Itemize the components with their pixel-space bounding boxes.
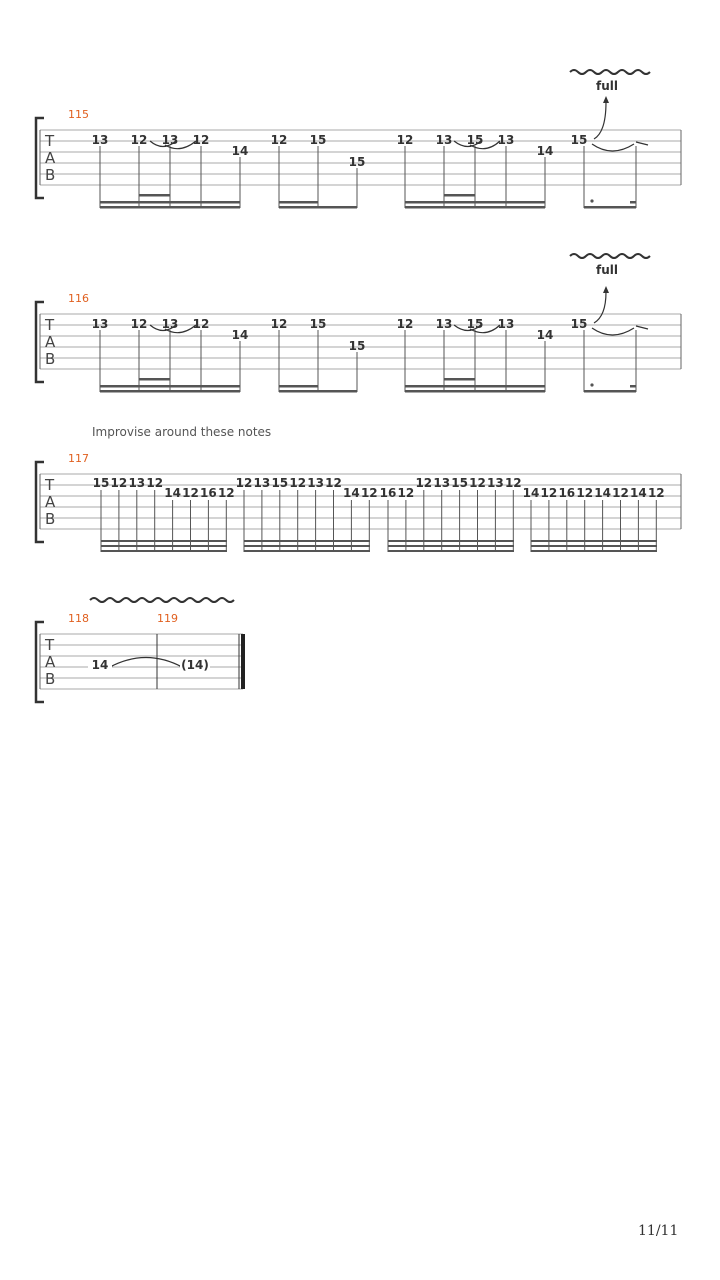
- fret-number: 13: [487, 476, 504, 490]
- fret-number: 13: [91, 133, 109, 147]
- fret-number: 15: [271, 476, 289, 490]
- tab-letter-a: A: [45, 493, 56, 511]
- fret-number: 13: [128, 476, 146, 490]
- fret-number: 14: [231, 328, 249, 342]
- fret-number: 13: [91, 317, 109, 331]
- fret-number: 15: [348, 339, 366, 353]
- tab-letter-t: T: [45, 476, 55, 494]
- fret-number: 13: [253, 476, 271, 490]
- fret-number: 12: [130, 133, 148, 147]
- beams: [100, 378, 636, 393]
- vibrato-mark: [570, 70, 650, 74]
- fret-number: 12: [396, 133, 414, 147]
- bend-arrowhead: [603, 96, 609, 103]
- beams: [100, 194, 636, 209]
- fret-number: 14: [231, 144, 249, 158]
- tab-letter-t: T: [45, 636, 55, 654]
- final-barline-thick: [241, 634, 245, 689]
- fret-number: 12: [504, 476, 522, 490]
- tab-letter-t: T: [45, 316, 55, 334]
- fret-number: 15: [92, 476, 110, 490]
- fret-number: 13: [161, 133, 179, 147]
- fret-number: 14: [91, 658, 109, 672]
- fret-number: 14: [536, 328, 554, 342]
- tie-arc: [110, 658, 182, 668]
- note-stems: [100, 330, 636, 392]
- fret-numbers: [92, 317, 588, 353]
- fret-number: 12: [130, 317, 148, 331]
- fret-number: 15: [570, 133, 588, 147]
- fret-number: 15: [466, 317, 484, 331]
- tab-staff-lines: [40, 634, 243, 689]
- fret-number: 12: [110, 476, 128, 490]
- bend-label: full: [596, 79, 618, 93]
- fret-number: 16: [379, 486, 397, 500]
- tab-letter-a: A: [45, 333, 56, 351]
- bend-arrow: [594, 102, 606, 139]
- vibrato-mark: [90, 598, 234, 602]
- fret-number: 13: [307, 476, 324, 490]
- beams: [101, 540, 657, 552]
- tab-letter-t: T: [45, 132, 55, 150]
- fret-number: 13: [497, 133, 515, 147]
- note-stems: [100, 146, 636, 208]
- fret-number: 14: [536, 144, 554, 158]
- fret-number: 12: [325, 476, 342, 490]
- tab-letter-b: B: [45, 510, 56, 528]
- fret-number: 12: [192, 317, 210, 331]
- tab-system-2: [36, 254, 681, 393]
- fret-number: 13: [433, 476, 451, 490]
- fret-number: 13: [435, 317, 453, 331]
- fret-number: 16: [200, 486, 217, 500]
- fret-number: 12: [612, 486, 629, 500]
- bend-label: full: [596, 263, 618, 277]
- measure-number: 117: [68, 452, 89, 465]
- fret-number: 12: [469, 476, 486, 490]
- fret-number: 14: [343, 486, 360, 500]
- fret-number: 12: [146, 476, 164, 490]
- fret-number: 12: [396, 317, 414, 331]
- fret-number: 14: [164, 486, 181, 500]
- fret-number: 12: [270, 133, 288, 147]
- tab-letter-a: A: [45, 149, 56, 167]
- vibrato-mark: [570, 254, 650, 258]
- fret-number: 12: [397, 486, 415, 500]
- tab-system-1: [36, 70, 681, 209]
- fret-number: 12: [647, 486, 665, 500]
- tab-letter-b: B: [45, 670, 56, 688]
- fret-number: 15: [309, 317, 327, 331]
- tab-system-3: [36, 425, 681, 552]
- fret-number: 15: [570, 317, 588, 331]
- measure-number: 116: [68, 292, 89, 305]
- fret-number: 14: [522, 486, 540, 500]
- tab-letter-b: B: [45, 166, 56, 184]
- fret-number: 13: [435, 133, 453, 147]
- fret-number: 12: [192, 133, 210, 147]
- fret-number: 14: [630, 486, 647, 500]
- tab-system-4: [36, 598, 245, 702]
- fret-number: 13: [161, 317, 179, 331]
- fret-number: 14: [594, 486, 611, 500]
- fret-number: 12: [270, 317, 288, 331]
- fret-number: 12: [540, 486, 558, 500]
- bend-arrow: [594, 292, 606, 323]
- improvise-annotation: Improvise around these notes: [92, 425, 272, 439]
- measure-number: 119: [157, 612, 178, 625]
- fret-number: 16: [558, 486, 576, 500]
- fret-number: 15: [309, 133, 327, 147]
- fret-number: 12: [217, 486, 235, 500]
- bend-arrowhead: [603, 286, 609, 293]
- page-number: 11/11: [638, 1223, 679, 1239]
- fret-number: 12: [360, 486, 378, 500]
- fret-numbers: [92, 133, 588, 169]
- fret-number: 15: [451, 476, 468, 490]
- tab-letter-b: B: [45, 350, 56, 368]
- fret-number: 12: [182, 486, 199, 500]
- fret-number: 12: [235, 476, 253, 490]
- fret-number: 13: [497, 317, 515, 331]
- fret-number: 15: [348, 155, 366, 169]
- fret-number: 12: [576, 486, 594, 500]
- measure-number: 118: [68, 612, 89, 625]
- fret-number: 12: [289, 476, 307, 490]
- tab-letter-a: A: [45, 653, 56, 671]
- measure-number: 115: [68, 108, 89, 121]
- fret-number: 12: [415, 476, 433, 490]
- fret-number: (14): [181, 658, 209, 672]
- fret-number: 15: [466, 133, 484, 147]
